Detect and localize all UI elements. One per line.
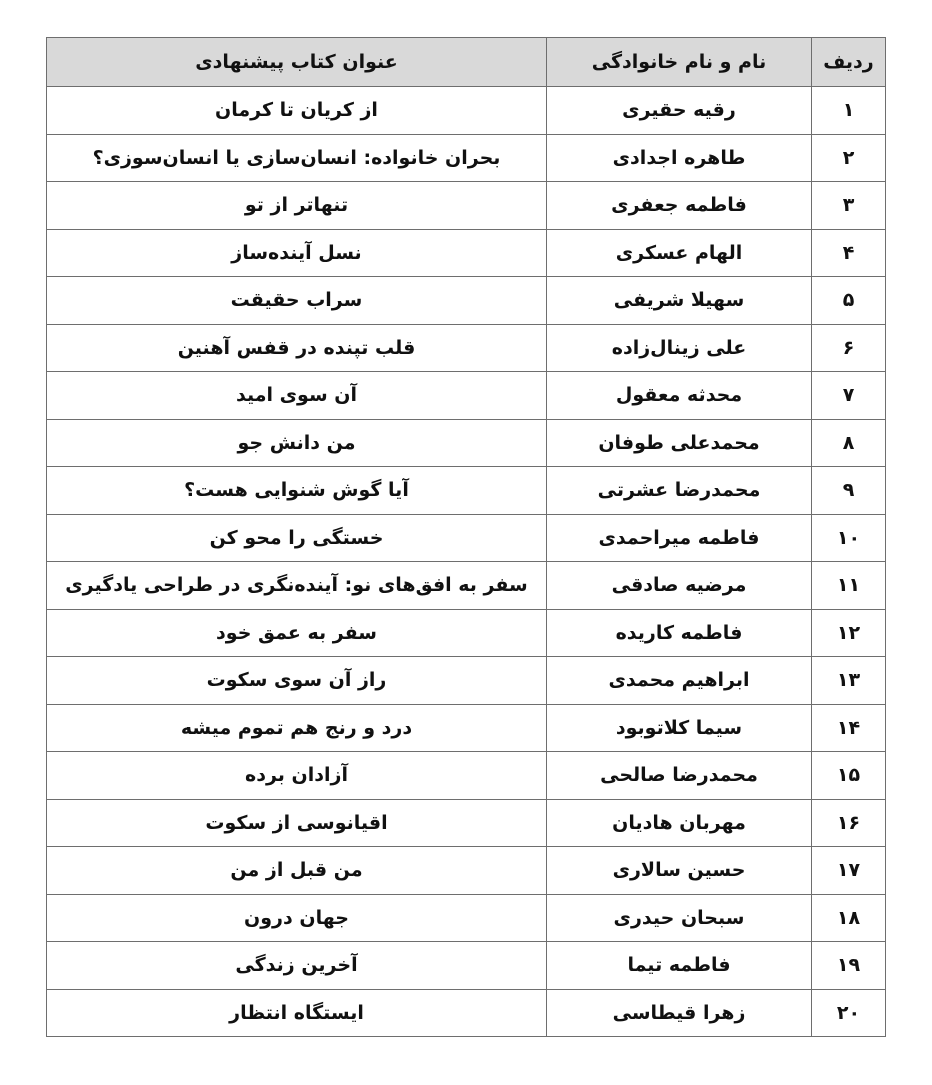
row-index: ۴ [812,229,886,277]
row-name: الهام عسکری [547,229,812,277]
row-book-title: آن سوی امید [47,372,547,420]
row-index: ۵ [812,277,886,325]
row-book-title: خستگی را محو کن [47,514,547,562]
row-name: فاطمه تیما [547,942,812,990]
row-index: ۱۲ [812,609,886,657]
row-name: سیما کلاتوبود [547,704,812,752]
row-book-title: سفر به افق‌های نو: آینده‌نگری در طراحی یادگیری [47,562,547,610]
row-index: ۱۱ [812,562,886,610]
table-row [47,562,886,610]
row-name: محمدرضا صالحی [547,752,812,800]
book-suggestion-table [46,37,886,1037]
table-row [47,657,886,705]
row-name: مهربان هادیان [547,799,812,847]
table-row [47,894,886,942]
table-row [47,609,886,657]
table-row [47,752,886,800]
row-book-title: من دانش جو [47,419,547,467]
row-book-title: درد و رنج هم تموم میشه [47,704,547,752]
table-row [47,514,886,562]
row-index: ۲ [812,134,886,182]
row-name: سبحان حیدری [547,894,812,942]
table-body [47,87,886,1037]
row-name: فاطمه میراحمدی [547,514,812,562]
row-book-title: اقیانوسی از سکوت [47,799,547,847]
row-index: ۱۳ [812,657,886,705]
row-name: علی زینال‌زاده [547,324,812,372]
table-row [47,324,886,372]
row-book-title: سراب حقیقت [47,277,547,325]
row-name: مرضیه صادقی [547,562,812,610]
row-name: سهیلا شریفی [547,277,812,325]
row-index: ۲۰ [812,989,886,1037]
row-book-title: قلب تپنده در قفس آهنین [47,324,547,372]
header-name: نام و نام خانوادگی [547,38,812,87]
row-index: ۱ [812,87,886,135]
row-index: ۸ [812,419,886,467]
row-name: ابراهیم محمدی [547,657,812,705]
row-book-title: نسل آینده‌ساز [47,229,547,277]
row-book-title: آیا گوش شنوایی هست؟ [47,467,547,515]
table-header [47,38,886,87]
row-index: ۱۹ [812,942,886,990]
row-index: ۱۷ [812,847,886,895]
row-name: محمدعلی طوفان [547,419,812,467]
table-row [47,704,886,752]
row-book-title: بحران خانواده: انسان‌سازی یا انسان‌سوزی؟ [47,134,547,182]
row-name: فاطمه کاریده [547,609,812,657]
table-row [47,419,886,467]
row-name: محمدرضا عشرتی [547,467,812,515]
table-row [47,372,886,420]
row-book-title: من قبل از من [47,847,547,895]
row-name: حسین سالاری [547,847,812,895]
row-index: ۱۵ [812,752,886,800]
header-book: عنوان کتاب پیشنهادی [47,38,547,87]
table-row [47,989,886,1037]
table-row [47,847,886,895]
row-name: فاطمه جعفری [547,182,812,230]
table-row [47,182,886,230]
table-row [47,467,886,515]
header-index: ردیف [812,38,886,87]
row-book-title: آخرین زندگی [47,942,547,990]
table-row [47,87,886,135]
row-name: طاهره اجدادی [547,134,812,182]
row-index: ۷ [812,372,886,420]
table-row [47,134,886,182]
table-row [47,799,886,847]
row-name: زهرا قیطاسی [547,989,812,1037]
row-index: ۱۶ [812,799,886,847]
row-index: ۳ [812,182,886,230]
row-index: ۱۰ [812,514,886,562]
row-index: ۹ [812,467,886,515]
row-book-title: سفر به عمق خود [47,609,547,657]
row-book-title: آزادان برده [47,752,547,800]
row-index: ۱۸ [812,894,886,942]
row-book-title: جهان درون [47,894,547,942]
row-name: محدثه معقول [547,372,812,420]
row-index: ۱۴ [812,704,886,752]
table-row [47,942,886,990]
row-book-title: تنهاتر از تو [47,182,547,230]
table-row [47,277,886,325]
row-book-title: راز آن سوی سکوت [47,657,547,705]
row-index: ۶ [812,324,886,372]
header-row [47,38,886,87]
row-name: رقیه حقیری [547,87,812,135]
row-book-title: از کریان تا کرمان [47,87,547,135]
table-row [47,229,886,277]
row-book-title: ایستگاه انتظار [47,989,547,1037]
